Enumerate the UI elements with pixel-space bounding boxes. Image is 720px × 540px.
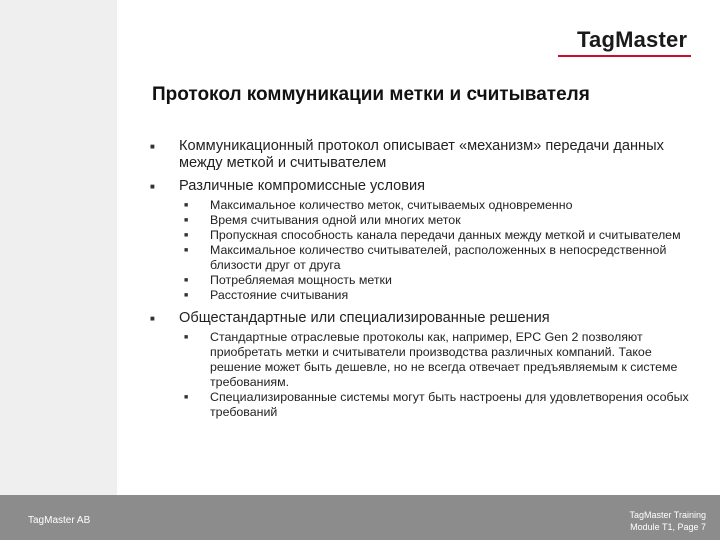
- footer-page-info: [629, 509, 706, 533]
- logo-accent-line: [558, 55, 691, 57]
- sub-bullet-marker-icon: ■: [184, 277, 189, 284]
- bullet-item: [152, 138, 692, 172]
- bullet-text: Различные компромиссные условия: [179, 178, 426, 194]
- sub-bullet-item: [152, 273, 692, 288]
- bullet-text: Общестандартные или специализированные решения: [179, 310, 550, 326]
- footer-bar: [0, 495, 720, 540]
- sub-bullet-item: [152, 243, 692, 273]
- sub-bullet-text: Специализированные системы могут быть настроены для удовлетворения особых требований: [210, 390, 689, 419]
- sub-bullet-text: Максимальное количество меток, считываемых одновременно: [210, 198, 573, 212]
- sub-bullet-item: [152, 390, 692, 420]
- sub-bullet-marker-icon: ■: [184, 232, 189, 239]
- footer-page-number: Module T1, Page 7: [630, 522, 706, 532]
- sub-bullet-marker-icon: ■: [184, 247, 189, 254]
- left-side-band: [0, 0, 117, 495]
- sub-bullet-text: Потребляемая мощность метки: [210, 273, 392, 287]
- sub-bullet-item: [152, 213, 692, 228]
- sub-bullet-text: Расстояние считывания: [210, 288, 349, 302]
- sub-bullet-text: Пропускная способность канала передачи данных между меткой и считывателем: [210, 228, 681, 242]
- bullet-marker-icon: ■: [150, 142, 155, 151]
- sub-bullet-text: Время считывания одной или многих меток: [210, 213, 461, 227]
- sub-bullet-item: [152, 198, 692, 213]
- sub-bullet-marker-icon: ■: [184, 217, 189, 224]
- sub-bullet-item: [152, 330, 692, 390]
- footer-course: TagMaster Training: [629, 510, 706, 520]
- sub-bullet-item: [152, 288, 692, 303]
- sub-bullet-item: [152, 228, 692, 243]
- sub-bullet-marker-icon: ■: [184, 334, 189, 341]
- sub-bullet-marker-icon: ■: [184, 292, 189, 299]
- bullet-item: [152, 310, 692, 327]
- sub-bullet-text: Максимальное количество считывателей, расположенных в непосредственной близости друг от друга: [210, 243, 667, 272]
- sub-bullet-list: [152, 198, 692, 303]
- bullet-item: [152, 178, 692, 195]
- bullet-marker-icon: ■: [150, 314, 155, 323]
- slide-body: [152, 138, 692, 423]
- sub-bullet-list: [152, 330, 692, 420]
- sub-bullet-marker-icon: ■: [184, 202, 189, 209]
- bullet-text: Коммуникационный протокол описывает «механизм» передачи данных между меткой и считывателем: [179, 138, 664, 171]
- slide-title: Протокол коммуникации метки и считывателя: [152, 84, 590, 105]
- bullet-marker-icon: ■: [150, 182, 155, 191]
- footer-company: TagMaster AB: [28, 515, 91, 526]
- sub-bullet-marker-icon: ■: [184, 394, 189, 401]
- sub-bullet-text: Стандартные отраслевые протоколы как, например, EPC Gen 2 позволяют приобретать метки и считыватели производства различных компаний. Такое решение может быть дешевле, но не всегда отвечает предъявляемым к системе требованиям.: [210, 330, 678, 389]
- tagmaster-logo: TagMaster: [577, 27, 688, 52]
